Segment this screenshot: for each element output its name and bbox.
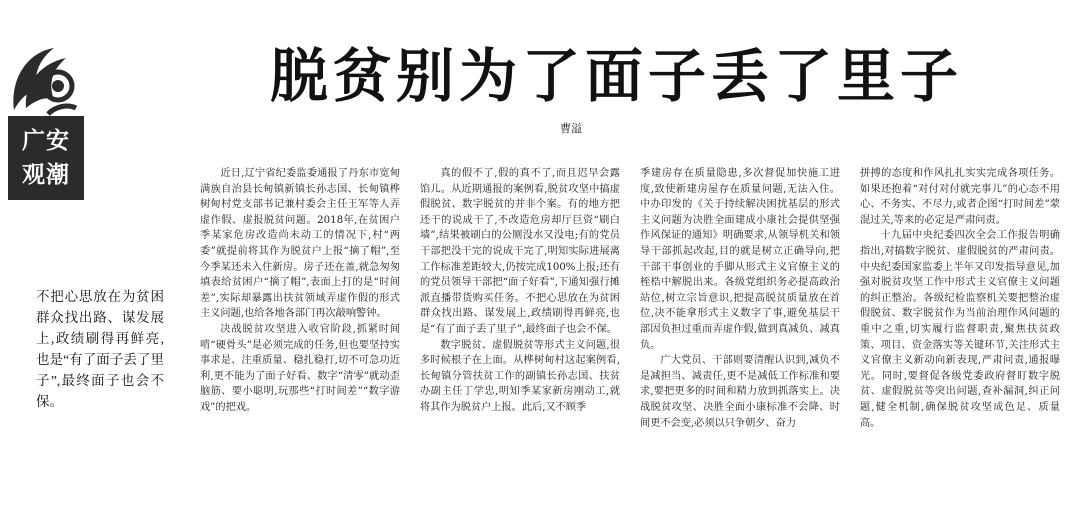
article-column-4 [860,166,1060,518]
paragraph: 拼搏的态度和作风扎扎实实完成各项任务。如果还抱着“对付对付就完事儿”的心态不用心、不务实、不尽力,或者企图“打时间差”蒙混过关,等来的必定是严肃问责。 [860,168,1060,226]
article-author: 曹溢 [560,122,582,135]
wave-logo-icon [8,38,78,116]
pull-quote: 不把心思放在为贫困群众找出路、谋发展上,政绩刷得再鲜亮,也是“有了面子丢了里子”,最终面子也会不保。 [36,289,164,409]
paragraph: 近日,辽宁省纪委监委通报了丹东市宽甸满族自治县长甸镇新镇长孙志国、长甸镇桦树甸村党支部书记兼村委会主任王军等人弄虚作假、虚报脱贫问题。2018年,在贫困户季某家危房改造尚未动工的情况下,村“两委”就提前将其作为脱贫户上报“摘了帽”,至今季某还未入住新房。房子还在盖,就急匆匆填表给贫困户“摘了帽”,表面上打的是“时间差”,实际却暴露出扶贫领域弄虚作假的形式主义问题,也给各地各部门再次敲响警钟。 [200,168,400,320]
article-column-1 [200,166,400,518]
paragraph: 真的假不了,假的真不了,而且迟早会露馅儿。从近期通报的案例看,脱贫攻坚中搞虚假脱贫、数字脱贫的并非个案。有的地方把还干的说成干了,不改造危房却厅巨资“刷白墙”,结果被刷白的公厕没水又没电;有的党员干部把没干完的说成干完了,明知实际进展离工作标准差距较大,仍按完成100%上报;还有的党员领导干部把“面子好看”,下通知强行摊派直播带货购买任务。不把心思放在为贫困群众找出路、谋发展上,政绩刷得再鲜亮,也是“有了面子丢了里子”,最终面子也会不保。 [420,168,620,335]
article-column-2 [420,166,620,518]
article-column-3 [640,166,840,518]
paragraph: 广大党员、干部则要清醒认识到,减负不是减担当、减责任,更不是减低工作标准和要求,要把更多的时间和精力放到抓落实上。决战脱贫攻坚、决胜全面小康标准不会降、时间更不会变,必须以只争朝夕、奋力 [640,355,840,429]
paragraph: 决战脱贫攻坚进入收官阶段,抓紧时间啃“硬骨头”是必须完成的任务,但也要坚持实事求是、注重质量、稳扎稳打,切不可急功近利,更不能为了面子好看、数字“清零”就动歪脑筋、要小聪明,玩那些“打时间差”“数字游戏”的把戏。 [200,323,400,413]
paragraph: 数字脱贫、虚假脱贫等形式主义问题,很多时候根子在上面。从桦树甸村这起案例看,长甸镇分管扶贫工作的副镇长孙志国、扶贫办副主任丁学忠,明知季某家新房刚动工,就将其作为脱贫户上报。此后,又不顾季 [420,339,620,413]
paragraph: 季建房存在质量隐患,多次督促加快施工进度,致使新建房屋存在质量问题,无法入住。中办印发的《关于持续解决困扰基层的形式主义问题为决胜全面建成小康社会提供坚强作风保证的通知》明确要求,从领导机关和领导干部抓起改起,目的就是树立正确导向,把干部干事创业的手脚从形式主义官僚主义的桎梏中解脱出来。各级党组织务必提高政治站位,树立宗旨意识,把提高脱贫质量放在首位,决不能拿形式主义数字了事,避免基层干部因负担过重而弄虚作假,做到真减负、减真负。 [640,168,840,351]
column-logo [8,116,84,200]
column-logo-line2: 观潮 [22,162,70,188]
article-headline: 脱贫别为了面子丢了里子 [270,42,964,110]
column-logo-line1: 广安 [22,128,70,154]
paragraph: 十九届中央纪委四次全会工作报告明确指出,对搞数字脱贫、虚假脱贫的严肃问责。中央纪委国家监委上半年又印发指导意见,加强对脱贫攻坚工作中形式主义官僚主义问题的纠正整治。各级纪检监察机关要把整治虚假脱贫、数字脱贫作为当前治理作风问题的重中之重,切实履行监督职责,聚焦扶贫政策、项目、资金落实等关键环节,关注形式主义官僚主义新动向新表现,严肃问责,通报曝光。同时,要督促各级党委政府督盯数字脱贫、虚假脱贫等突出问题,查补漏洞,纠正问题,健全机制,确保脱贫攻坚成色足、质量高。 [860,230,1060,429]
